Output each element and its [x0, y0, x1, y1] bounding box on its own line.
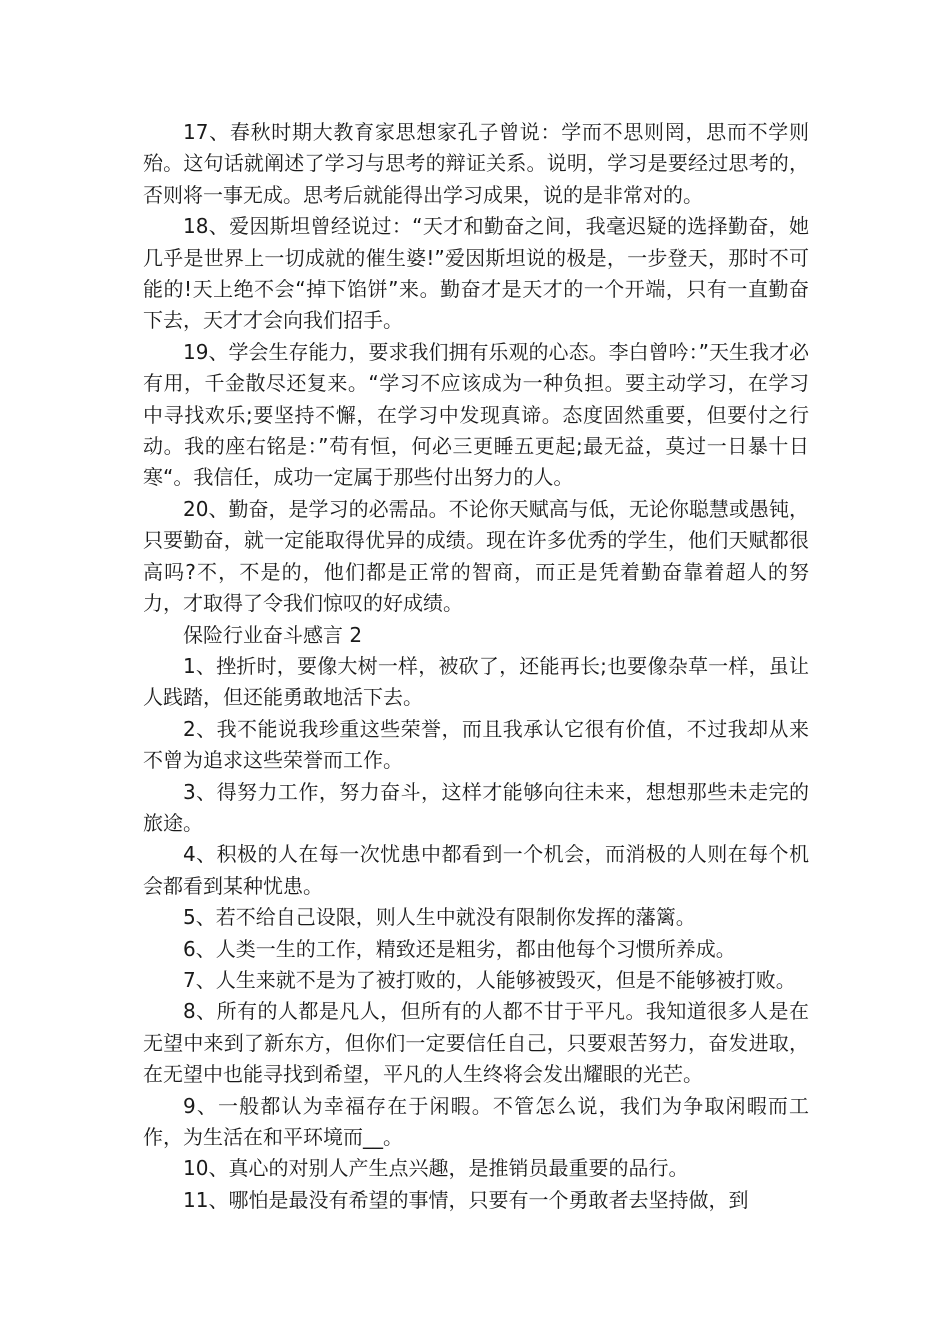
paragraph-6: 6、人类一生的工作，精致还是粗劣，都由他每个习惯所养成。 — [183, 936, 736, 961]
paragraph-5: 5、若不给自己设限，则人生中就没有限制你发挥的藩篱。 — [183, 905, 696, 930]
paragraph-11: 11、哪怕是最没有希望的事情，只要有一个勇敢者去坚持做，到 — [183, 1187, 749, 1212]
paragraph-4: 4、积极的人在每一次忧患中都看到一个机会，而消极的人则在每个机会都看到某种忧患。 — [143, 842, 809, 898]
paragraph-19: 19、学会生存能力，要求我们拥有乐观的心态。李白曾吟：”天生我才必有用，千金散尽还复来。“学习不应该成为一种负担。要主动学习，在学习中寻找欢乐;要坚持不懈，在学习中发现真谛。态度固然重要，但要付之行动。我的座右铭是：”苟有恒，何必三更睡五更起;最无益，莫过一日暴十日寒“。我信任，成功一定属于那些付出努力的人。 — [143, 339, 809, 490]
paragraph-20: 20、勤奋，是学习的必需品。不论你天赋高与低，无论你聪慧或愚钝，只要勤奋，就一定能取得优异的成绩。现在许多优秀的学生，他们天赋都很高吗?不，不是的，他们都是正常的智商，而正是凭着勤奋靠着超人的努力，才取得了令我们惊叹的好成绩。 — [143, 496, 809, 616]
document-body — [143, 117, 809, 1216]
paragraph-1: 1、挫折时，要像大树一样，被砍了，还能再长;也要像杂草一样，虽让人践踏，但还能勇敢地活下去。 — [143, 653, 809, 710]
paragraph-17: 17、春秋时期大教育家思想家孔子曾说：学而不思则罔，思而不学则殆。这句话就阐述了学习与思考的辩证关系。说明，学习是要经过思考的，否则将一事无成。思考后就能得出学习成果，说的是非常对的。 — [143, 120, 809, 207]
paragraph-7: 7、人生来就不是为了被打败的，人能够被毁灭，但是不能够被打败。 — [183, 967, 796, 992]
paragraph-9: 9、一般都认为幸福存在于闲暇。不管怎么说，我们为争取闲暇而工作，为生活在和平环境而__。 — [143, 1093, 809, 1149]
paragraph-8: 8、所有的人都是凡人，但所有的人都不甘于平凡。我知道很多人是在无望中来到了新东方，但你们一定要信任自己，只要艰苦努力，奋发进取，在无望中也能寻找到希望，平凡的人生终将会发出耀眼的光芒。 — [143, 999, 809, 1087]
section-heading: 保险行业奋斗感言 2 — [183, 622, 363, 647]
paragraph-2: 2、我不能说我珍重这些荣誉，而且我承认它很有价值，不过我却从来不曾为追求这些荣誉而工作。 — [143, 716, 809, 773]
paragraph-18: 18、爱因斯坦曾经说过：“天才和勤奋之间，我毫迟疑的选择勤奋，她几乎是世界上一切成就的催生婆!”爱因斯坦说的极是，一步登天，那时不可能的!天上绝不会“掉下馅饼”来。勤奋才是天才的一个开端，只有一直勤奋下去，天才才会向我们招手。 — [143, 214, 809, 333]
paragraph-10: 10、真心的对别人产生点兴趣，是推销员最重要的品行。 — [183, 1156, 689, 1181]
paragraph-3: 3、得努力工作，努力奋斗，这样才能够向往未来，想想那些未走完的旅途。 — [143, 779, 809, 835]
